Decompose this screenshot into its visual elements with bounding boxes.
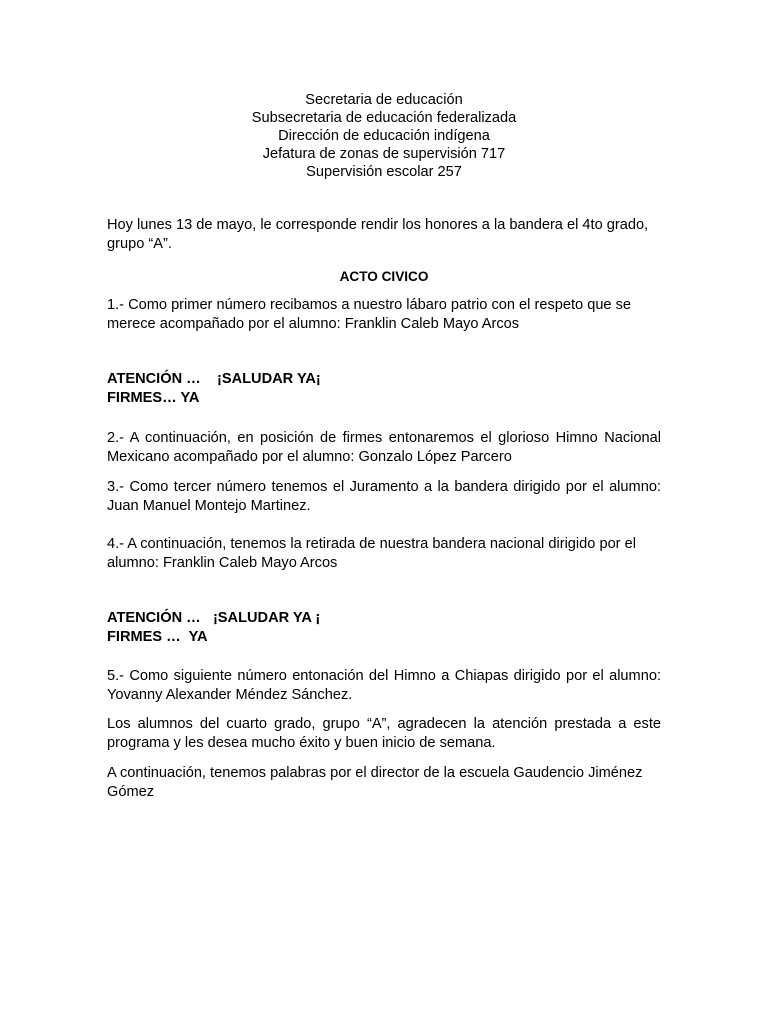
command-block-1 — [107, 370, 661, 408]
header-line-supervision: Supervisión escolar 257 — [306, 164, 462, 180]
header-line-secretaria: Secretaria de educación — [305, 92, 463, 108]
command-attention-line: ATENCIÓN … ¡SALUDAR YA¡ — [107, 371, 321, 387]
program-item-3: 3.- Como tercer número tenemos el Juramento a la bandera dirigido por el alumno: Juan Manuel Montejo Martinez. — [107, 479, 661, 514]
command-firm-line: FIRMES… YA — [107, 390, 200, 406]
thanks-paragraph: Los alumnos del cuarto grado, grupo “A”, agradecen la atención prestada a este programa y les desea mucho éxito y buen inicio de semana. — [107, 716, 661, 751]
program-item-1: 1.- Como primer número recibamos a nuestro lábaro patrio con el respeto que se merece acompañado por el alumno: Franklin Caleb Mayo Arcos — [107, 297, 632, 332]
letterhead — [0, 91, 768, 181]
document-title: ACTO CIVICO — [339, 269, 429, 284]
command-block-2 — [107, 609, 661, 647]
command-attention-line: ATENCIÓN … ¡SALUDAR YA ¡ — [107, 610, 321, 626]
program-item-2: 2.- A continuación, en posición de firmes entonaremos el glorioso Himno Nacional Mexicano acompañado por el alumno: Gonzalo López Parcero — [107, 430, 661, 465]
header-line-jefatura: Jefatura de zonas de supervisión 717 — [262, 146, 506, 162]
closing-paragraph: A continuación, tenemos palabras por el director de la escuela Gaudencio Jiménez Gómez — [107, 765, 643, 800]
program-item-5: 5.- Como siguiente número entonación del Himno a Chiapas dirigido por el alumno: Yovanny Alexander Méndez Sánchez. — [107, 668, 661, 703]
program-item-4: 4.- A continuación, tenemos la retirada de nuestra bandera nacional dirigido por el alumno: Franklin Caleb Mayo Arcos — [107, 536, 636, 571]
header-line-direccion: Dirección de educación indígena — [278, 128, 490, 144]
command-firm-line: FIRMES … YA — [107, 629, 208, 645]
intro-paragraph: Hoy lunes 13 de mayo, le corresponde rendir los honores a la bandera el 4to grado, grupo “A”. — [107, 217, 649, 252]
header-line-subsecretaria: Subsecretaria de educación federalizada — [251, 110, 517, 126]
